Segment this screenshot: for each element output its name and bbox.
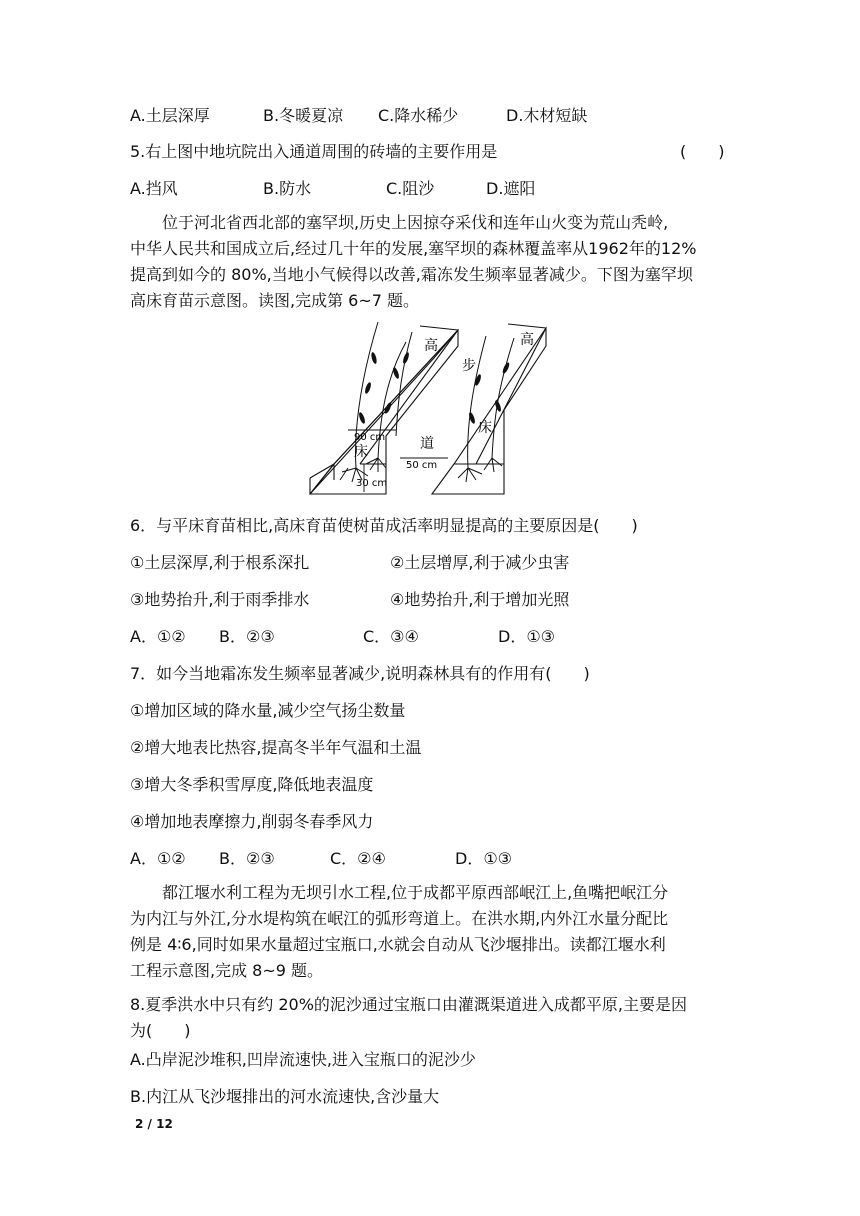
label-90cm: 90 cm [354,432,386,443]
q4-option-b: B.冬暖夏凉 [263,106,344,125]
passage-saihanba [130,210,750,314]
q6-statement-1: ①土层深厚,利于根系深扎 [130,553,310,572]
q4-option-c: C.降水稀少 [378,106,459,125]
passage1-line: 高床育苗示意图。读图,完成第 6~7 题。 [130,291,420,310]
q8-option-b: B.内江从飞沙堰排出的河水流速快,含沙量大 [130,1087,440,1106]
label-gao-right: 高 [520,332,534,348]
q6-stem: 6．与平床育苗相比,高床育苗使树苗成活率明显提高的主要原因是( ) [130,516,638,535]
q7-statement-3: ③增大冬季积雪厚度,降低地表温度 [130,775,374,794]
page-number: 2 / 12 [135,1117,173,1131]
q7-option-a: A．①② [130,849,186,868]
q6-option-b: B．②③ [219,627,275,646]
q6-option-a: A．①② [130,627,186,646]
label-30cm: 30 cm [356,478,388,489]
q5-answer-bracket: ( ) [680,142,725,161]
q7-statement-1: ①增加区域的降水量,减少空气扬尘数量 [130,701,406,720]
label-50cm: 50 cm [406,460,438,471]
q6-statement-4: ④地势抬升,利于增加光照 [390,590,570,609]
q6-statement-3: ③地势抬升,利于雨季排水 [130,590,310,609]
q7-stem: 7．如今当地霜冻发生频率显著减少,说明森林具有的作用有( ) [130,664,590,683]
q7-option-d: D．①③ [455,849,513,868]
q8-stem [130,992,750,1044]
label-dao: 道 [420,436,434,452]
passage1-line: 提高到如今的 80%,当地小气候得以改善,霜冻发生频率显著减少。下图为塞罕坝 [130,265,693,284]
q8-option-a: A.凸岸泥沙堆积,凹岸流速快,进入宝瓶口的泥沙少 [130,1050,476,1069]
label-chuang-left: 床 [354,444,368,460]
q4-option-a: A.土层深厚 [130,106,210,125]
passage2-line: 例是 4∶6,同时如果水量超过宝瓶口,水就会自动从飞沙堰排出。读都江堰水利 [130,935,666,954]
raised-bed-diagram [308,318,558,500]
q4-option-d: D.木材短缺 [506,106,588,125]
passage1-line: 位于河北省西北部的塞罕坝,历史上因掠夺采伐和连年山火变为荒山秃岭, [130,213,669,232]
passage2-line: 工程示意图,完成 8~9 题。 [130,961,324,980]
q7-option-b: B．②③ [219,849,275,868]
q8-stem-line: 8.夏季洪水中只有约 20%的泥沙通过宝瓶口由灌溉渠道进入成都平原,主要是因 [130,995,688,1014]
q7-statement-2: ②增大地表比热容,提高冬半年气温和土温 [130,738,422,757]
q5-option-d: D.遮阳 [486,179,536,198]
q6-statement-2: ②土层增厚,利于减少虫害 [390,553,570,572]
label-bu: 步 [462,358,476,374]
q7-option-c: C．②④ [330,849,386,868]
q6-option-d: D．①③ [498,627,556,646]
label-gao-left: 高 [424,338,438,354]
q8-stem-line: 为( ) [130,1021,191,1040]
q5-stem: 5.右上图中地坑院出入通道周围的砖墙的主要作用是 [130,142,498,161]
q6-option-c: C．③④ [363,627,419,646]
q5-option-c: C.阻沙 [386,179,435,198]
passage2-line: 都江堰水利工程为无坝引水工程,位于成都平原西部岷江上,鱼嘴把岷江分 [130,883,669,902]
passage2-line: 为内江与外江,分水堤构筑在岷江的弧形弯道上。在洪水期,内外江水量分配比 [130,909,669,928]
right-bed-body [432,328,546,494]
q5-option-b: B.防水 [263,179,312,198]
passage-dujiangyan [130,880,750,984]
label-chuang-right: 床 [478,420,492,436]
q7-statement-4: ④增加地表摩擦力,削弱冬春季风力 [130,812,374,831]
q5-option-a: A.挡风 [130,179,178,198]
passage1-line: 中华人民共和国成立后,经过几十年的发展,塞罕坝的森林覆盖率从1962年的12% [130,239,697,258]
